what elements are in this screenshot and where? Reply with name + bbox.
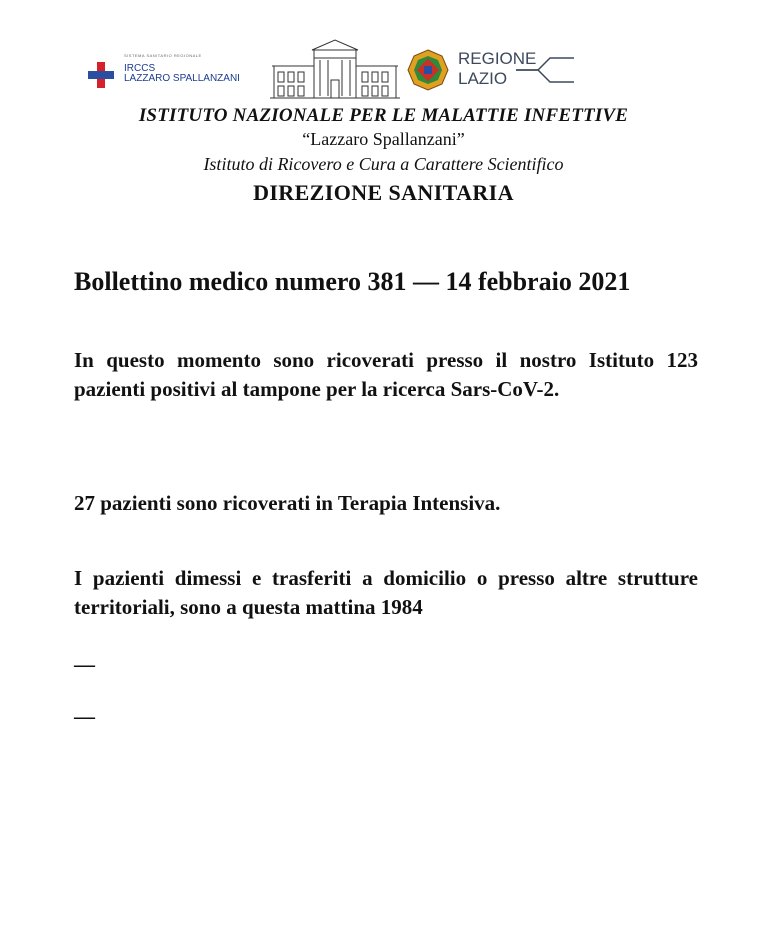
bulletin-paragraph-2: 27 pazienti sono ricoverati in Terapia Intensiva. [74, 491, 501, 515]
irccs-logo-small-text: SISTEMA SANITARIO REGIONALE [124, 53, 202, 58]
header-logos [0, 36, 767, 106]
building-icon [270, 36, 400, 100]
regione-emblem-icon [406, 48, 450, 92]
institute-subname: “Lazzaro Spallanzani” [302, 129, 465, 149]
regione-swoosh-icon [516, 50, 576, 90]
institute-type: Istituto di Ricovero e Cura a Carattere Scientifico [203, 154, 564, 174]
regione-lazio-logo [406, 48, 576, 92]
bulletin-paragraph-1: In questo momento sono ricoverati presso il nostro Istituto 123 pazienti positivi al tampone per la ricerca Sars-CoV-2. [74, 348, 698, 401]
separator-dash-2: — [74, 704, 95, 728]
separator-dash-1: — [74, 652, 95, 676]
medical-cross-icon [86, 60, 116, 90]
irccs-logo-line1: IRCCS [124, 63, 156, 74]
bulletin-title: Bollettino medico numero 381 — 14 febbraio 2021 [74, 267, 631, 296]
department-title: DIREZIONE SANITARIA [253, 180, 514, 205]
regione-logo-line2: LAZIO [458, 69, 508, 88]
irccs-logo [86, 52, 266, 92]
institute-name: ISTITUTO NAZIONALE PER LE MALATTIE INFETTIVE [138, 105, 629, 126]
bulletin-paragraph-3: I pazienti dimessi e trasferiti a domicilio o presso altre strutture territoriali, sono a questa mattina 1984 [74, 566, 698, 619]
irccs-logo-line2: LAZZARO SPALLANZANI [124, 73, 240, 84]
regione-logo-line1: REGIONE [458, 49, 537, 68]
